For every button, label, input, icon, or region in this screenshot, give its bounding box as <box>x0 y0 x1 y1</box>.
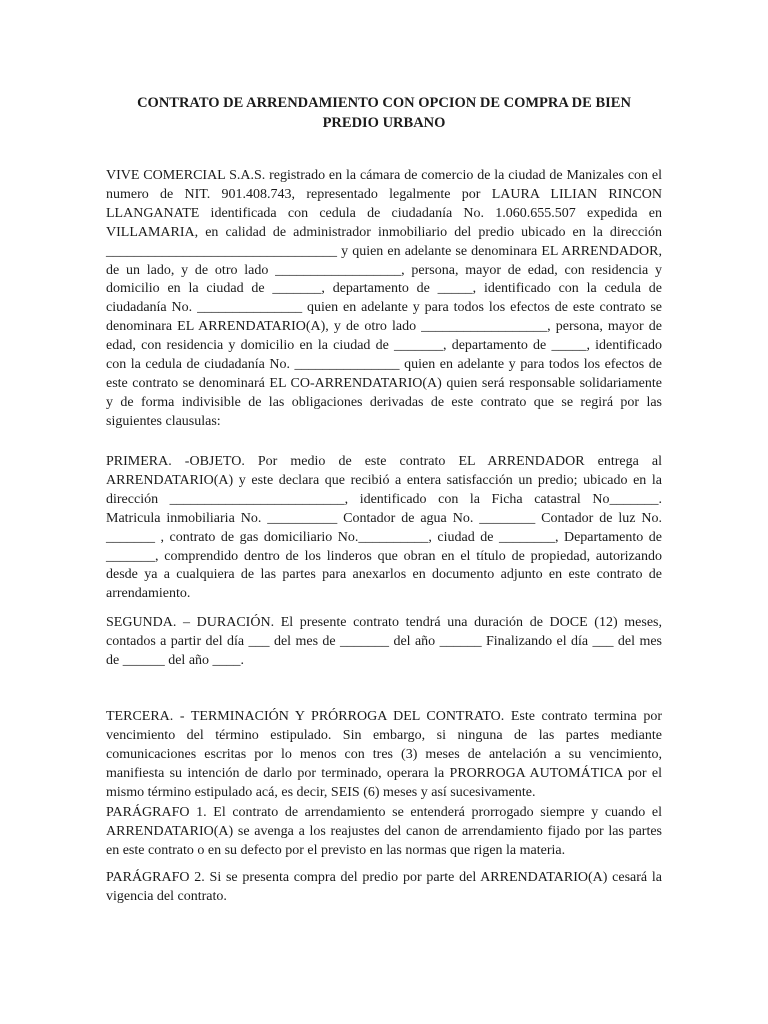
contract-title-line-2: PREDIO URBANO <box>322 115 446 131</box>
intro-paragraph: VIVE COMERCIAL S.A.S. registrado en la cámara de comercio de la ciudad de Manizales con el numero de NIT. 901.408.743, representado legalmente por LAURA LILIAN RINCON LLANGANATE identificada con cedula de ciudadanía No. 1.060.655.507 expedida en VILLAMARIA, en calidad de administrador inmobiliario del predio ubicado en la dirección _________________________________ y quien en adelante se denominara EL ARRENDADOR, de un lado, y de otro lado __________________, persona, mayor de edad, con residencia y domicilio en la ciudad de _______, departamento de _____, identificado con la cedula de ciudadanía No. _______________ quien en adelante y para todos los efectos de este contrato se denominara EL ARRENDATARIO(A), y de otro lado __________________, persona, mayor de edad, con residencia y domicilio en la ciudad de _______, departamento de _____, identificado con la cedula de ciudadanía No. _______________ quien en adelante y para todos los efectos de este contrato se denominará EL CO-ARRENDATARIO(A) quien será responsable solidariamente y de forma indivisible de las obligaciones derivadas de este contrato que se regirá por las siguientes clausulas: <box>106 168 662 429</box>
clause-primera: PRIMERA. -OBJETO. Por medio de este contrato EL ARRENDADOR entrega al ARRENDATARIO(A) y este declara que recibió a entera satisfacción un predio; ubicado en la dirección _________________________, identificado con la Ficha catastral No_______. Matricula inmobiliaria No. __________ Contador de agua No. ________ Contador de luz No. _______ , contrato de gas domiciliario No.__________, ciudad de ________, Departamento de _______, comprendido dentro de los linderos que obran en el título de propiedad, autorizando desde ya a cualquiera de las partes para anexarlos en documento adjunto en este contrato de arrendamiento. <box>106 454 662 602</box>
contract-title-line-1: CONTRATO DE ARRENDAMIENTO CON OPCION DE COMPRA DE BIEN <box>137 95 631 111</box>
paragrafo-1: PARÁGRAFO 1. El contrato de arrendamiento se entenderá prorrogado siempre y cuando el ARRENDATARIO(A) se avenga a los reajustes del canon de arrendamiento fijado por las partes en este contrato o en su defecto por el previsto en las normas que rigen la materia. <box>106 805 662 858</box>
clause-tercera: TERCERA. - TERMINACIÓN Y PRÓRROGA DEL CONTRATO. Este contrato termina por vencimiento del término estipulado. Sin embargo, si ninguna de las partes mediante comunicaciones escritas por lo menos con tres (3) meses de antelación a su vencimiento, manifiesta su intención de darlo por terminado, operara la PRORROGA AUTOMÁTICA por el mismo término estipulado acá, es decir, SEIS (6) meses y así sucesivamente. <box>106 709 662 800</box>
paragrafo-2: PARÁGRAFO 2. Si se presenta compra del predio por parte del ARRENDATARIO(A) cesará la vigencia del contrato. <box>106 870 662 904</box>
clause-segunda: SEGUNDA. – DURACIÓN. El presente contrato tendrá una duración de DOCE (12) meses, contados a partir del día ___ del mes de _______ del año ______ Finalizando el día ___ del mes de ______ del año ____. <box>106 615 662 668</box>
